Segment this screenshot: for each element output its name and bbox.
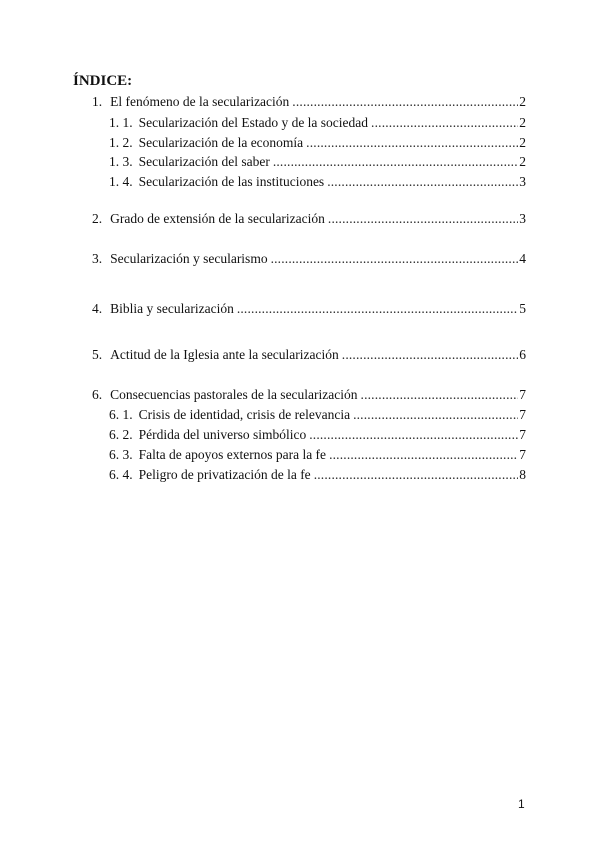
- toc-entry-1: [92, 93, 526, 111]
- dot-leader: [314, 466, 519, 484]
- toc-entry-number: 6. 1.: [109, 407, 133, 422]
- dot-leader: [328, 210, 518, 228]
- toc-entry-page: 2: [519, 135, 526, 150]
- toc-entry-number: 2.: [92, 211, 103, 226]
- toc-entry-title: Grado de extensión de la secularización: [110, 211, 325, 226]
- toc-entry-title: Biblia y secularización: [110, 301, 234, 316]
- toc-entry-2: [92, 210, 526, 228]
- toc-entry-page: 4: [519, 251, 526, 266]
- dot-leader: [342, 346, 518, 364]
- toc-entry-4: [92, 300, 526, 318]
- toc-entry-1-3: [109, 153, 526, 171]
- dot-leader: [371, 114, 518, 132]
- toc-entry-title: Secularización y secularismo: [110, 251, 268, 266]
- toc-entry-title: Secularización de las instituciones: [138, 174, 325, 189]
- toc-entry-6-2: [109, 426, 526, 444]
- toc-entry-number: 6. 3.: [109, 447, 133, 462]
- toc-entry-6-3: [109, 446, 526, 464]
- page-number: 1: [518, 797, 525, 811]
- toc-entry-6: [92, 386, 526, 404]
- toc-entry-title: Crisis de identidad, crisis de relevancia: [138, 407, 351, 422]
- toc-entry-title: Falta de apoyos externos para la fe: [138, 447, 327, 462]
- toc-entry-1-4: [109, 173, 526, 191]
- toc-entry-number: 6. 4.: [109, 467, 133, 482]
- toc-entry-number: 1. 2.: [109, 135, 133, 150]
- toc-entry-number: 1. 4.: [109, 174, 133, 189]
- dot-leader: [292, 93, 518, 111]
- toc-entry-page: 7: [519, 447, 526, 462]
- toc-entry-title: Actitud de la Iglesia ante la secularización: [110, 347, 339, 362]
- toc-entry-1-2: [109, 134, 526, 152]
- toc-entry-page: 3: [519, 211, 526, 226]
- toc-entry-number: 6. 2.: [109, 427, 133, 442]
- dot-leader: [329, 446, 518, 464]
- toc-entry-title: Secularización del saber: [138, 154, 270, 169]
- toc-entry-page: 8: [519, 467, 526, 482]
- toc-entry-page: 3: [519, 174, 526, 189]
- toc-heading: ÍNDICE:: [73, 73, 133, 89]
- toc-entry-title: Peligro de privatización de la fe: [138, 467, 311, 482]
- dot-leader: [273, 153, 518, 171]
- toc-entry-page: 5: [519, 301, 526, 316]
- toc-entry-number: 3.: [92, 251, 103, 266]
- toc-entry-3: [92, 250, 526, 268]
- toc-entry-6-1: [109, 406, 526, 424]
- dot-leader: [361, 386, 519, 404]
- toc-entry-title: Consecuencias pastorales de la secularización: [110, 387, 358, 402]
- toc-entry-5: [92, 346, 526, 364]
- toc-entry-page: 7: [519, 387, 526, 402]
- toc-entry-number: 1. 3.: [109, 154, 133, 169]
- toc-entry-number: 6.: [92, 387, 103, 402]
- toc-entry-number: 4.: [92, 301, 103, 316]
- dot-leader: [353, 406, 518, 424]
- toc-entry-page: 7: [519, 427, 526, 442]
- dot-leader: [271, 250, 519, 268]
- toc-entry-page: 2: [519, 154, 526, 169]
- toc-entry-page: 7: [519, 407, 526, 422]
- toc-entry-page: 6: [519, 347, 526, 362]
- toc-entry-number: 5.: [92, 347, 103, 362]
- dot-leader: [306, 134, 518, 152]
- toc-entry-title: Secularización de la economía: [138, 135, 304, 150]
- toc-entry-number: 1.: [92, 94, 103, 109]
- dot-leader: [327, 173, 518, 191]
- toc-entry-6-4: [109, 466, 526, 484]
- toc-entry-title: Secularización del Estado y de la sociedad: [138, 115, 369, 130]
- toc-entry-number: 1. 1.: [109, 115, 133, 130]
- dot-leader: [237, 300, 518, 318]
- toc-entry-page: 2: [519, 94, 526, 109]
- dot-leader: [309, 426, 518, 444]
- toc-entry-title: Pérdida del universo simbólico: [138, 427, 307, 442]
- toc-entry-title: El fenómeno de la secularización: [110, 94, 290, 109]
- toc-entry-1-1: [109, 114, 526, 132]
- toc-entry-page: 2: [519, 115, 526, 130]
